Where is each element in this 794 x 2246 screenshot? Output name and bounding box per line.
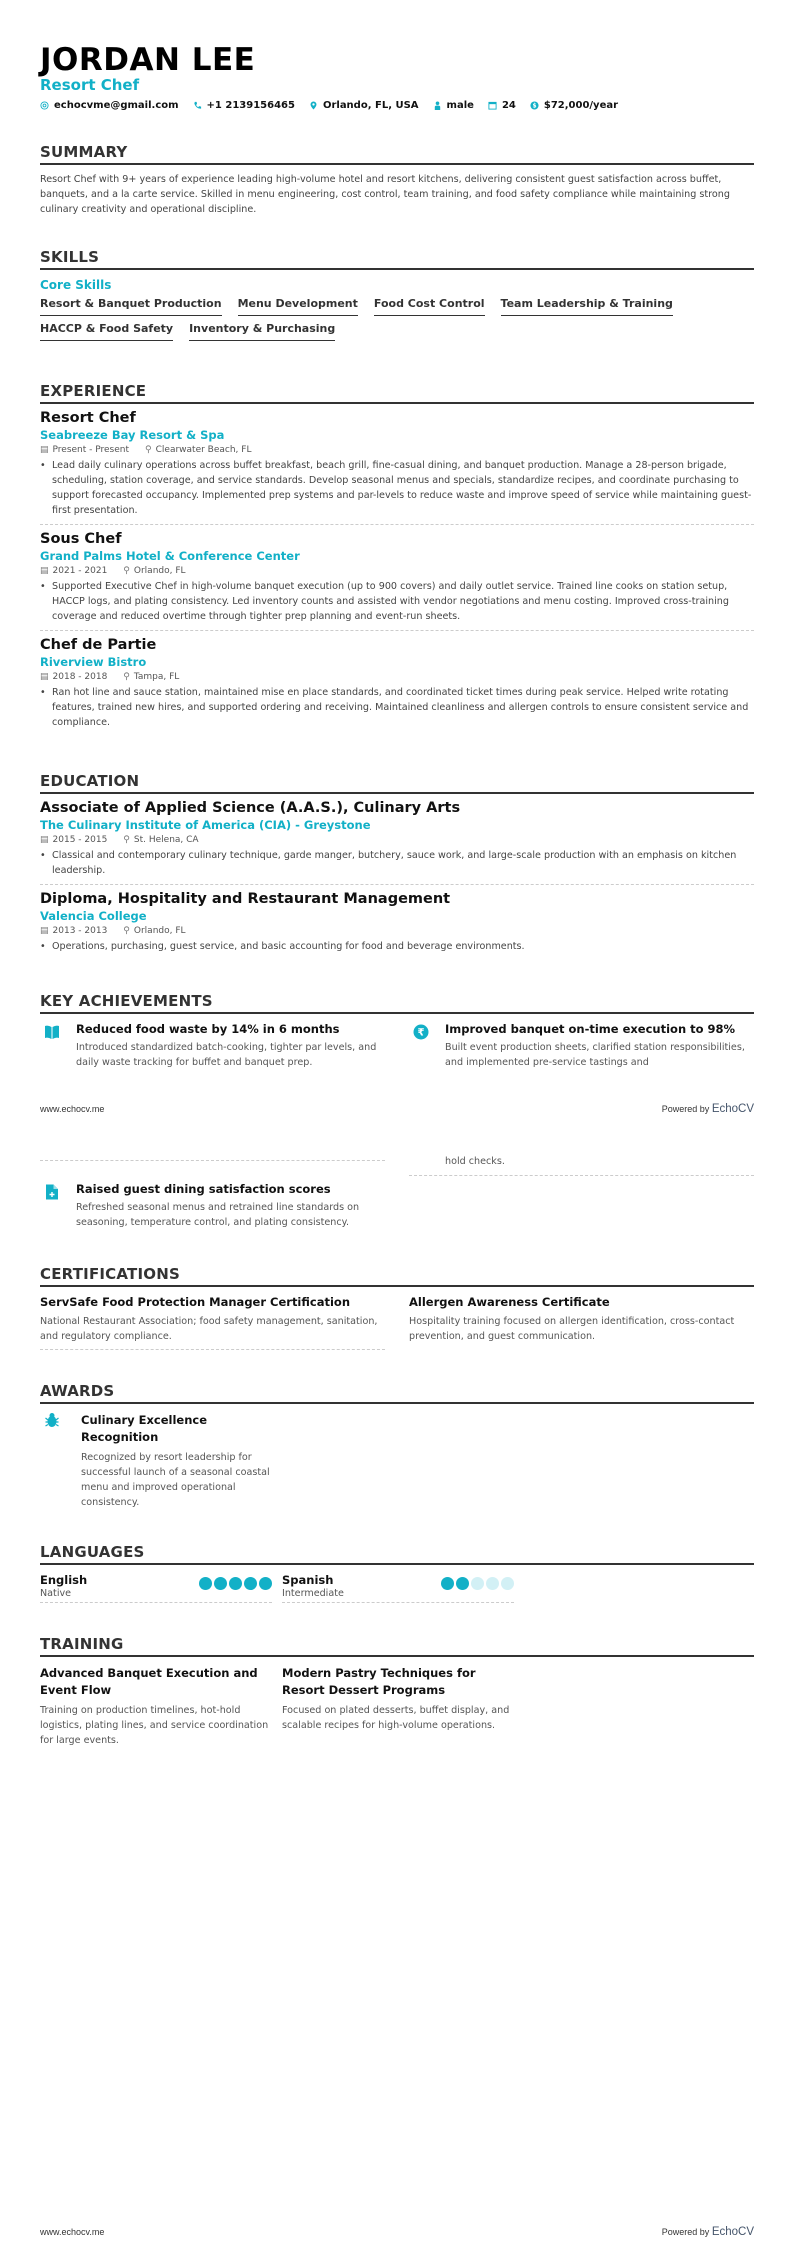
email-icon xyxy=(40,101,49,110)
contact-email-value: echocvme@gmail.com xyxy=(54,100,179,111)
language-item xyxy=(282,1573,514,1603)
skill-tag: Resort & Banquet Production xyxy=(40,297,222,316)
location-icon: ⚲ xyxy=(123,835,130,845)
summary-text: Resort Chef with 9+ years of experience leading high-volume hotel and resort kitchens, delivering consistent guest satisfaction across buffet, banquets, and a la carte service. Skilled in menu engineering, cost control, team training, and food safety compliance while maintaining strong culinary creativity and operational discipline. xyxy=(40,174,730,215)
rating-dot-filled xyxy=(244,1577,257,1590)
job-dates: 2018 - 2018 xyxy=(52,672,108,682)
calendar-icon: ▤ xyxy=(40,445,49,455)
job-bullet: • Ran hot line and sauce station, maintained mise en place standards, and coordinated ticket times during peak service. Helped write rotating features, trained new hires, and supported ordering and receiving. Maintained cleanliness and allergen controls to ensure consistent service and compliance. xyxy=(40,685,754,730)
certification-item xyxy=(40,1295,385,1350)
job-title: Chef de Partie xyxy=(40,637,157,653)
contact-location-value: Orlando, FL, USA xyxy=(322,100,419,111)
achievement-desc: Introduced standardized batch-cooking, tighter par levels, and daily waste tracking for buffet and banquet prep. xyxy=(76,1042,377,1068)
job-company: Seabreeze Bay Resort & Spa xyxy=(40,428,225,442)
skill-tag: Menu Development xyxy=(238,297,358,316)
certifications-grid xyxy=(40,1295,754,1350)
education-item xyxy=(40,800,754,885)
achievement-item xyxy=(40,1022,385,1078)
education-item xyxy=(40,891,754,960)
rating-dot-empty xyxy=(486,1577,499,1590)
skills-heading: SKILLS xyxy=(40,248,754,270)
training-title: Advanced Banquet Execution and Event Flow xyxy=(40,1666,258,1697)
experience-section xyxy=(40,382,754,742)
summary-heading: SUMMARY xyxy=(40,143,754,165)
contact-age-value: 24 xyxy=(501,100,516,111)
location-icon: ⚲ xyxy=(123,672,130,682)
job-title: Resort Chef xyxy=(40,410,136,426)
footer-powered-prefix: Powered by xyxy=(661,2227,710,2237)
user-icon xyxy=(433,101,442,110)
contact-gender xyxy=(433,100,474,111)
contact-salary-value: $72,000/year xyxy=(543,100,619,111)
language-level: Native xyxy=(40,1588,72,1599)
achievement-item xyxy=(40,1182,385,1238)
training-item xyxy=(282,1665,514,1748)
rating-dot-filled xyxy=(259,1577,272,1590)
language-name: English xyxy=(40,1573,88,1587)
certifications-heading: CERTIFICATIONS xyxy=(40,1265,754,1287)
achievement-title: Raised guest dining satisfaction scores xyxy=(76,1182,331,1196)
job-dates: Present - Present xyxy=(52,445,130,455)
award-desc: Recognized by resort leadership for successful launch of a seasonal coastal menu and improved operational consistency. xyxy=(81,1452,270,1508)
education-bullet-text: Operations, purchasing, guest service, and basic accounting for food and beverage environments. xyxy=(52,941,525,952)
calendar-icon: ▤ xyxy=(40,672,49,682)
job-location: Clearwater Beach, FL xyxy=(155,445,252,455)
contact-age xyxy=(488,100,516,111)
rupee-icon xyxy=(413,1024,429,1040)
school-name: The Culinary Institute of America (CIA) - Greystone xyxy=(40,818,371,832)
phone-icon xyxy=(193,101,202,110)
contact-email[interactable] xyxy=(40,100,179,111)
training-section xyxy=(40,1635,754,1748)
education-meta xyxy=(40,926,754,936)
job-bullet: • Lead daily culinary operations across buffet breakfast, beach grill, fine-casual dining, and banquet production. Manage a 28-person brigade, scheduling, station coverage, and service standards. Develop seasonal menus and specials, standardize recipes, and coordinate purchasing to support forecasted occupancy. Implemented prep systems and par-levels to reduce waste and improve speed of service while maintaining guest-first presentation. xyxy=(40,458,754,518)
rating-dot-filled xyxy=(441,1577,454,1590)
footer-website[interactable]: www.echocv.me xyxy=(40,1104,105,1114)
training-grid xyxy=(40,1665,754,1748)
footer-brand[interactable]: EchoCV xyxy=(711,1103,754,1115)
job-dates: 2021 - 2021 xyxy=(52,566,108,576)
language-name: Spanish xyxy=(282,1573,334,1587)
job-bullet-text: Ran hot line and sauce station, maintained mise en place standards, and coordinated ticket times during peak service. Helped write rotating features, trained new hires, and supported ordering and receiving. Maintained cleanliness and allergen controls to ensure consistent service and compliance. xyxy=(52,687,749,728)
achievements-section xyxy=(40,992,754,1078)
achievements-heading: KEY ACHIEVEMENTS xyxy=(40,992,754,1014)
skill-tag: HACCP & Food Safety xyxy=(40,322,173,341)
education-dates: 2015 - 2015 xyxy=(52,835,108,845)
page-footer xyxy=(40,1103,754,1115)
achievements-continued xyxy=(40,1156,754,1238)
training-desc: Training on production timelines, hot-hold logistics, plating lines, and service coordination for large events. xyxy=(40,1705,269,1746)
school-name: Valencia College xyxy=(40,909,147,923)
languages-heading: LANGUAGES xyxy=(40,1543,754,1565)
education-bullet: • Classical and contemporary culinary technique, garde manger, butchery, sauce work, and large-scale production with an emphasis on kitchen leadership. xyxy=(40,848,754,878)
job-meta xyxy=(40,672,754,682)
languages-list xyxy=(40,1573,754,1603)
footer-powered xyxy=(662,2226,754,2238)
language-rating xyxy=(199,1577,272,1599)
skill-tag: Team Leadership & Training xyxy=(501,297,673,316)
job-bullet: • Supported Executive Chef in high-volume banquet execution (up to 900 covers) and daily outlet service. Trained line cooks on station setup, HACCP logs, and plating consistency. Led inventory counts and assisted with vendor negotiations and menu costing. Improved cross-training coverage and reduced overtime through tighter prep planning and event-run sheets. xyxy=(40,579,754,624)
language-rating xyxy=(441,1577,514,1599)
location-icon: ⚲ xyxy=(123,566,130,576)
job-location: Orlando, FL xyxy=(133,566,186,576)
contact-bar xyxy=(40,100,618,111)
rating-dot-filled xyxy=(456,1577,469,1590)
footer-powered xyxy=(662,1103,754,1115)
candidate-name: JORDAN LEE xyxy=(40,42,256,78)
award-title: Culinary Excellence Recognition xyxy=(81,1413,208,1444)
training-heading: TRAINING xyxy=(40,1635,754,1657)
footer-powered-prefix: Powered by xyxy=(661,1104,710,1114)
awards-section xyxy=(40,1382,754,1510)
education-location: Orlando, FL xyxy=(133,926,186,936)
education-meta xyxy=(40,835,754,845)
experience-item xyxy=(40,531,754,631)
calendar-icon xyxy=(488,101,497,110)
rating-dot-empty xyxy=(471,1577,484,1590)
certification-title: Allergen Awareness Certificate xyxy=(409,1295,610,1309)
location-icon: ⚲ xyxy=(145,445,152,455)
rating-dot-filled xyxy=(199,1577,212,1590)
award-item xyxy=(40,1412,270,1510)
degree-title: Associate of Applied Science (A.A.S.), Culinary Arts xyxy=(40,800,461,816)
skills-subheading: Core Skills xyxy=(40,278,112,292)
svg-text:₹: ₹ xyxy=(417,1027,425,1039)
location-icon: ⚲ xyxy=(123,926,130,936)
footer-brand[interactable]: EchoCV xyxy=(711,2226,754,2238)
job-location: Tampa, FL xyxy=(133,672,180,682)
education-heading: EDUCATION xyxy=(40,772,754,794)
contact-phone-value: +1 2139156465 xyxy=(206,100,295,111)
achievement-title: Improved banquet on-time execution to 98% xyxy=(445,1022,736,1036)
language-item xyxy=(40,1573,272,1603)
contact-gender-value: male xyxy=(446,100,474,111)
job-meta xyxy=(40,445,754,455)
experience-item xyxy=(40,637,754,736)
certification-desc: National Restaurant Association; food safety management, sanitation, and regulatory compliance. xyxy=(40,1316,378,1342)
page-footer xyxy=(40,2226,754,2238)
education-bullet-text: Classical and contemporary culinary technique, garde manger, butchery, sauce work, and large-scale production with an emphasis on kitchen leadership. xyxy=(52,850,737,876)
bug-icon xyxy=(45,1412,59,1428)
summary-section xyxy=(40,143,754,217)
achievement-item xyxy=(409,1022,754,1078)
rating-dot-empty xyxy=(501,1577,514,1590)
job-bullet-text: Lead daily culinary operations across buffet breakfast, beach grill, fine-casual dining, and banquet production. Manage a 28-person brigade, scheduling, station coverage, and service standards. Develop seasonal menus and specials, standardize recipes, and coordinate purchasing to support forecasted occupancy. Implemented prep systems and par-levels to reduce waste and improve speed of service while maintaining guest-first presentation. xyxy=(52,460,752,516)
education-dates: 2013 - 2013 xyxy=(52,926,108,936)
achievement-desc: Refreshed seasonal menus and retrained line standards on seasoning, temperature control, and plating consistency. xyxy=(76,1202,360,1228)
certification-desc: Hospitality training focused on allergen identification, cross-contact prevention, and guest communication. xyxy=(409,1316,735,1342)
language-level: Intermediate xyxy=(282,1588,344,1599)
contact-phone[interactable] xyxy=(193,100,295,111)
achievement-desc: Built event production sheets, clarified station responsibilities, and implemented pre-service tastings and xyxy=(445,1042,745,1068)
skills-section xyxy=(40,248,754,341)
achievement-title: Reduced food waste by 14% in 6 months xyxy=(76,1022,340,1036)
skill-tag: Food Cost Control xyxy=(374,297,485,316)
contact-location xyxy=(309,100,419,111)
education-bullet: • Operations, purchasing, guest service, and basic accounting for food and beverage environments. xyxy=(40,941,525,952)
achievement-divider xyxy=(40,1160,385,1161)
degree-title: Diploma, Hospitality and Restaurant Management xyxy=(40,891,451,907)
achievements-grid xyxy=(40,1022,754,1078)
awards-heading: AWARDS xyxy=(40,1382,754,1404)
achievement-desc-continued: hold checks. xyxy=(409,1156,754,1176)
languages-section xyxy=(40,1543,754,1603)
training-desc: Focused on plated desserts, buffet display, and scalable recipes for high-volume operations. xyxy=(282,1705,510,1731)
skill-tag: Inventory & Purchasing xyxy=(189,322,335,341)
job-title: Sous Chef xyxy=(40,531,122,547)
location-icon xyxy=(309,101,318,110)
svg-text:$: $ xyxy=(532,103,537,110)
certification-item xyxy=(409,1295,754,1350)
certification-title: ServSafe Food Protection Manager Certification xyxy=(40,1295,351,1309)
achievements-grid-continued xyxy=(40,1156,754,1176)
candidate-role: Resort Chef xyxy=(40,76,140,94)
calendar-icon: ▤ xyxy=(40,566,49,576)
rating-dot-filled xyxy=(229,1577,242,1590)
experience-item xyxy=(40,410,754,525)
experience-heading: EXPERIENCE xyxy=(40,382,754,404)
calendar-icon: ▤ xyxy=(40,926,49,936)
book-icon xyxy=(44,1024,60,1040)
training-item xyxy=(40,1665,272,1748)
money-icon xyxy=(530,101,539,110)
footer-website[interactable]: www.echocv.me xyxy=(40,2227,105,2237)
training-title: Modern Pastry Techniques for Resort Dessert Programs xyxy=(282,1666,476,1697)
education-location: St. Helena, CA xyxy=(133,835,199,845)
calendar-icon: ▤ xyxy=(40,835,49,845)
job-company: Grand Palms Hotel & Conference Center xyxy=(40,549,300,563)
skills-list xyxy=(40,297,754,341)
contact-salary xyxy=(530,100,618,111)
education-section xyxy=(40,772,754,966)
rating-dot-filled xyxy=(214,1577,227,1590)
certifications-section xyxy=(40,1265,754,1350)
file-plus-icon xyxy=(44,1184,60,1200)
job-company: Riverview Bistro xyxy=(40,655,147,669)
job-bullet-text: Supported Executive Chef in high-volume banquet execution (up to 900 covers) and daily outlet service. Trained line cooks on station setup, HACCP logs, and plating consistency. Led inventory counts and assisted with vendor negotiations and menu costing. Improved cross-training coverage and reduced overtime through tighter prep planning and event-run sheets. xyxy=(52,581,729,622)
job-meta xyxy=(40,566,754,576)
